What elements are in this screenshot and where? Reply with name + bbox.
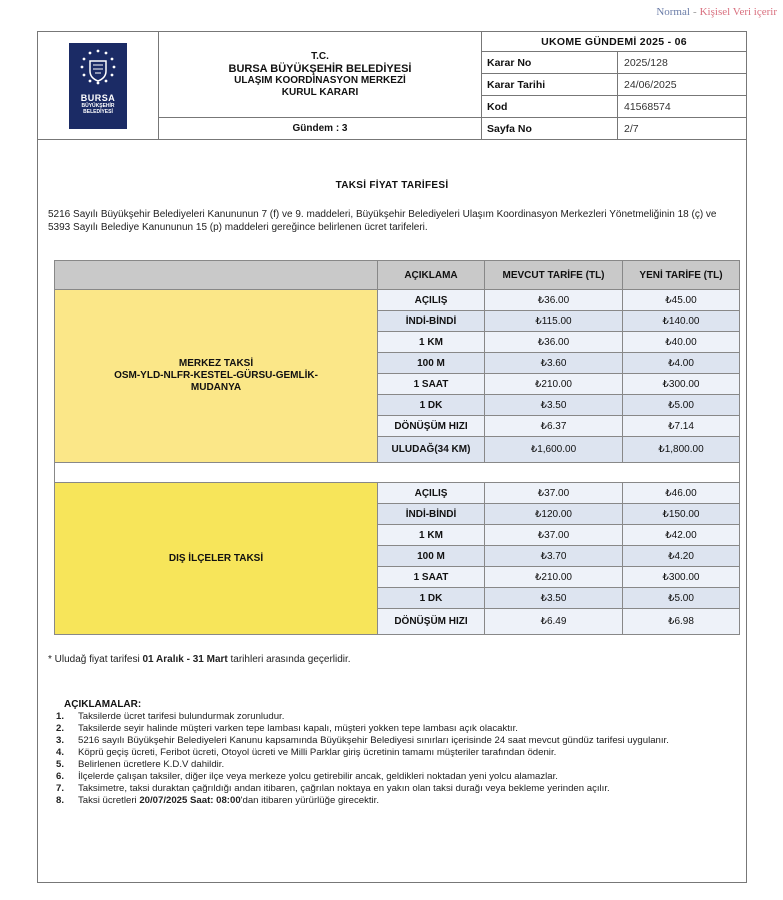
header-blank-cell [55, 261, 378, 290]
row-current: ₺120.00 [485, 504, 623, 525]
item-number: 7. [56, 783, 65, 794]
explanations-list [54, 711, 746, 807]
logo-cell [38, 32, 159, 139]
row-description: İNDİ-BİNDİ [378, 311, 485, 332]
item-text-prefix: Taksi ücretleri [78, 795, 140, 806]
classification-label [656, 6, 777, 18]
zone-districts: OSM-YLD-NLFR-KESTEL-GÜRSU-GEMLİK- [114, 370, 318, 381]
item-text-suffix: 'dan itibaren yürürlüğe girecektir. [240, 795, 380, 806]
meta-row-code [482, 96, 746, 118]
effective-datetime: 20/07/2025 Saat: 08:00 [139, 795, 241, 806]
list-item [54, 735, 746, 747]
row-description: AÇILIŞ [378, 290, 485, 311]
row-current: ₺6.37 [485, 416, 623, 437]
zone-name: MERKEZ TAKSİ [178, 358, 254, 369]
row-current: ₺37.00 [485, 525, 623, 546]
spacer-cell [378, 463, 485, 483]
item-number: 8. [56, 795, 65, 806]
row-current: ₺3.60 [485, 353, 623, 374]
item-text: 5216 sayılı Büyükşehir Belediyeleri Kanunu kapsamında Büyükşehir Belediyesi sınırları içerisinde 24 saat mevcut gündüz tarifesi uygulanır. [78, 735, 669, 746]
uludag-note [48, 654, 351, 665]
logo-text-belediyesi: BELEDİYESİ [83, 108, 113, 115]
spacer-cell [623, 463, 740, 483]
row-new: ₺45.00 [623, 290, 740, 311]
row-new: ₺6.98 [623, 609, 740, 635]
row-new: ₺140.00 [623, 311, 740, 332]
item-number: 3. [56, 735, 65, 746]
meta-key: Karar No [482, 52, 618, 73]
row-description: 1 KM [378, 525, 485, 546]
row-current: ₺210.00 [485, 374, 623, 395]
row-current: ₺37.00 [485, 483, 623, 504]
row-current: ₺36.00 [485, 332, 623, 353]
meta-row-decision-no [482, 52, 746, 74]
row-description: 1 SAAT [378, 374, 485, 395]
row-description: DÖNÜŞÜM HIZI [378, 609, 485, 635]
list-item [54, 747, 746, 759]
document-heading [159, 32, 481, 117]
item-number: 5. [56, 759, 65, 770]
note-date-range: 01 Aralık - 31 Mart [142, 654, 228, 665]
zone-merkez-taksi [55, 290, 378, 463]
item-text: Taksilerde seyir halinde müşteri varken tepe lambası kapalı, müşteri yokken tepe lambası açık olacaktır. [78, 723, 518, 734]
header-new-tariff: YENİ TARİFE (TL) [623, 261, 740, 290]
meta-title: UKOME GÜNDEMİ 2025 - 06 [482, 32, 746, 52]
meta-value: 2025/128 [624, 56, 668, 69]
row-current: ₺115.00 [485, 311, 623, 332]
agenda-number: Gündem : 3 [159, 117, 481, 139]
header-current-tariff: MEVCUT TARİFE (TL) [485, 261, 623, 290]
meta-value: 24/06/2025 [624, 78, 677, 91]
item-text: Taksilerde ücret tarifesi bulundurmak zorunludur. [78, 711, 285, 722]
table-row [55, 290, 740, 311]
meta-key: Kod [482, 96, 618, 117]
list-item [54, 759, 746, 771]
document-page [37, 31, 747, 883]
spacer-cell [485, 463, 623, 483]
meta-value: 41568574 [624, 100, 671, 113]
classification-level: Normal [656, 6, 690, 18]
table-spacer-row [55, 463, 740, 483]
row-current: ₺3.50 [485, 588, 623, 609]
row-new: ₺1,800.00 [623, 437, 740, 463]
meta-key: Karar Tarihi [482, 74, 618, 95]
tariff-title: TAKSİ FİYAT TARİFESİ [335, 180, 449, 191]
row-current: ₺1,600.00 [485, 437, 623, 463]
zone-name: DIŞ İLÇELER TAKSİ [168, 552, 264, 564]
row-new: ₺150.00 [623, 504, 740, 525]
row-description: 1 DK [378, 395, 485, 416]
row-description: 100 M [378, 546, 485, 567]
item-text: Belirlenen ücretlere K.D.V dahildir. [78, 759, 225, 770]
row-current: ₺36.00 [485, 290, 623, 311]
note-prefix: * Uludağ fiyat tarifesi [48, 654, 143, 665]
row-new: ₺5.00 [623, 588, 740, 609]
note-suffix: tarihleri arasında geçerlidir. [227, 654, 351, 665]
row-new: ₺5.00 [623, 395, 740, 416]
meta-cell [482, 32, 746, 139]
row-new: ₺42.00 [623, 525, 740, 546]
row-description: 1 KM [378, 332, 485, 353]
row-new: ₺7.14 [623, 416, 740, 437]
item-text [78, 795, 746, 807]
row-description: DÖNÜŞÜM HIZI [378, 416, 485, 437]
municipality-logo [69, 43, 127, 129]
row-description: 1 SAAT [378, 567, 485, 588]
list-item [54, 783, 746, 795]
zone-dis-ilceler-taksi [55, 483, 378, 635]
personal-data-label: Kişisel Veri içerir [699, 6, 777, 18]
meta-value: 2/7 [624, 122, 639, 135]
intro-paragraph: 5216 Sayılı Büyükşehir Belediyeleri Kanununun 7 (f) ve 9. maddeleri, Büyükşehir Belediyeleri Ulaşım Koordinasyon Merkezleri Yönetmeliğinin 18 (ç) ve 5393 Sayılı Belediye Kanununun 15 (p) maddeleri gereğince belirlenen ücret tarifeleri. [48, 209, 717, 233]
row-description: 1 DK [378, 588, 485, 609]
row-new: ₺40.00 [623, 332, 740, 353]
list-item [54, 795, 746, 807]
item-text: İlçelerde çalışan taksiler, diğer ilçe veya merkeze yolcu getirebilir ancak, geldikleri noktadan yeni yolcu alamazlar. [78, 771, 558, 782]
heading-tc: T.C. [311, 50, 329, 62]
spacer-cell [55, 463, 378, 483]
row-new: ₺300.00 [623, 374, 740, 395]
header-description: AÇIKLAMA [378, 261, 485, 290]
title-cell [159, 32, 482, 139]
item-number: 1. [56, 711, 65, 722]
list-item [54, 771, 746, 783]
row-description: İNDİ-BİNDİ [378, 504, 485, 525]
row-current: ₺6.49 [485, 609, 623, 635]
item-number: 6. [56, 771, 65, 782]
meta-key: Sayfa No [482, 118, 618, 139]
list-item [54, 723, 746, 735]
row-description: 100 M [378, 353, 485, 374]
heading-center: ULAŞIM KOORDİNASYON MERKEZİ [234, 74, 406, 86]
logo-text-buyuksehir: BÜYÜKŞEHİR [81, 102, 115, 109]
item-text: Taksimetre, taksi duraktan çağrıldığı andan itibaren, çağrılan noktaya en yakın olan taksi durağı veya bekleme yerinden açılır. [78, 783, 610, 794]
row-current: ₺210.00 [485, 567, 623, 588]
municipality-emblem-icon [78, 48, 118, 90]
item-number: 2. [56, 723, 65, 734]
heading-municipality: BURSA BÜYÜKŞEHİR BELEDİYESİ [228, 62, 412, 75]
classification-separator: - [692, 6, 697, 18]
list-item [54, 711, 746, 723]
row-current: ₺3.50 [485, 395, 623, 416]
row-new: ₺4.00 [623, 353, 740, 374]
logo-text-bursa: BURSA [80, 92, 116, 103]
row-description: ULUDAĞ(34 KM) [378, 437, 485, 463]
tariff-table [54, 260, 740, 635]
document-header [38, 32, 746, 140]
meta-row-decision-date [482, 74, 746, 96]
row-description: AÇILIŞ [378, 483, 485, 504]
row-new: ₺46.00 [623, 483, 740, 504]
table-header-row [55, 261, 740, 290]
meta-row-page-no [482, 118, 746, 139]
item-number: 4. [56, 747, 65, 758]
zone-districts-cont: MUDANYA [190, 382, 242, 393]
explanations-title: AÇIKLAMALAR: [64, 699, 142, 710]
heading-decision: KURUL KARARI [281, 86, 359, 98]
row-new: ₺4.20 [623, 546, 740, 567]
table-row [55, 483, 740, 504]
row-new: ₺300.00 [623, 567, 740, 588]
row-current: ₺3.70 [485, 546, 623, 567]
item-text: Köprü geçiş ücreti, Feribot ücreti, Otoyol ücreti ve Milli Parklar giriş ücretinin tamamı müşteriler tarafından ödenir. [78, 747, 557, 758]
